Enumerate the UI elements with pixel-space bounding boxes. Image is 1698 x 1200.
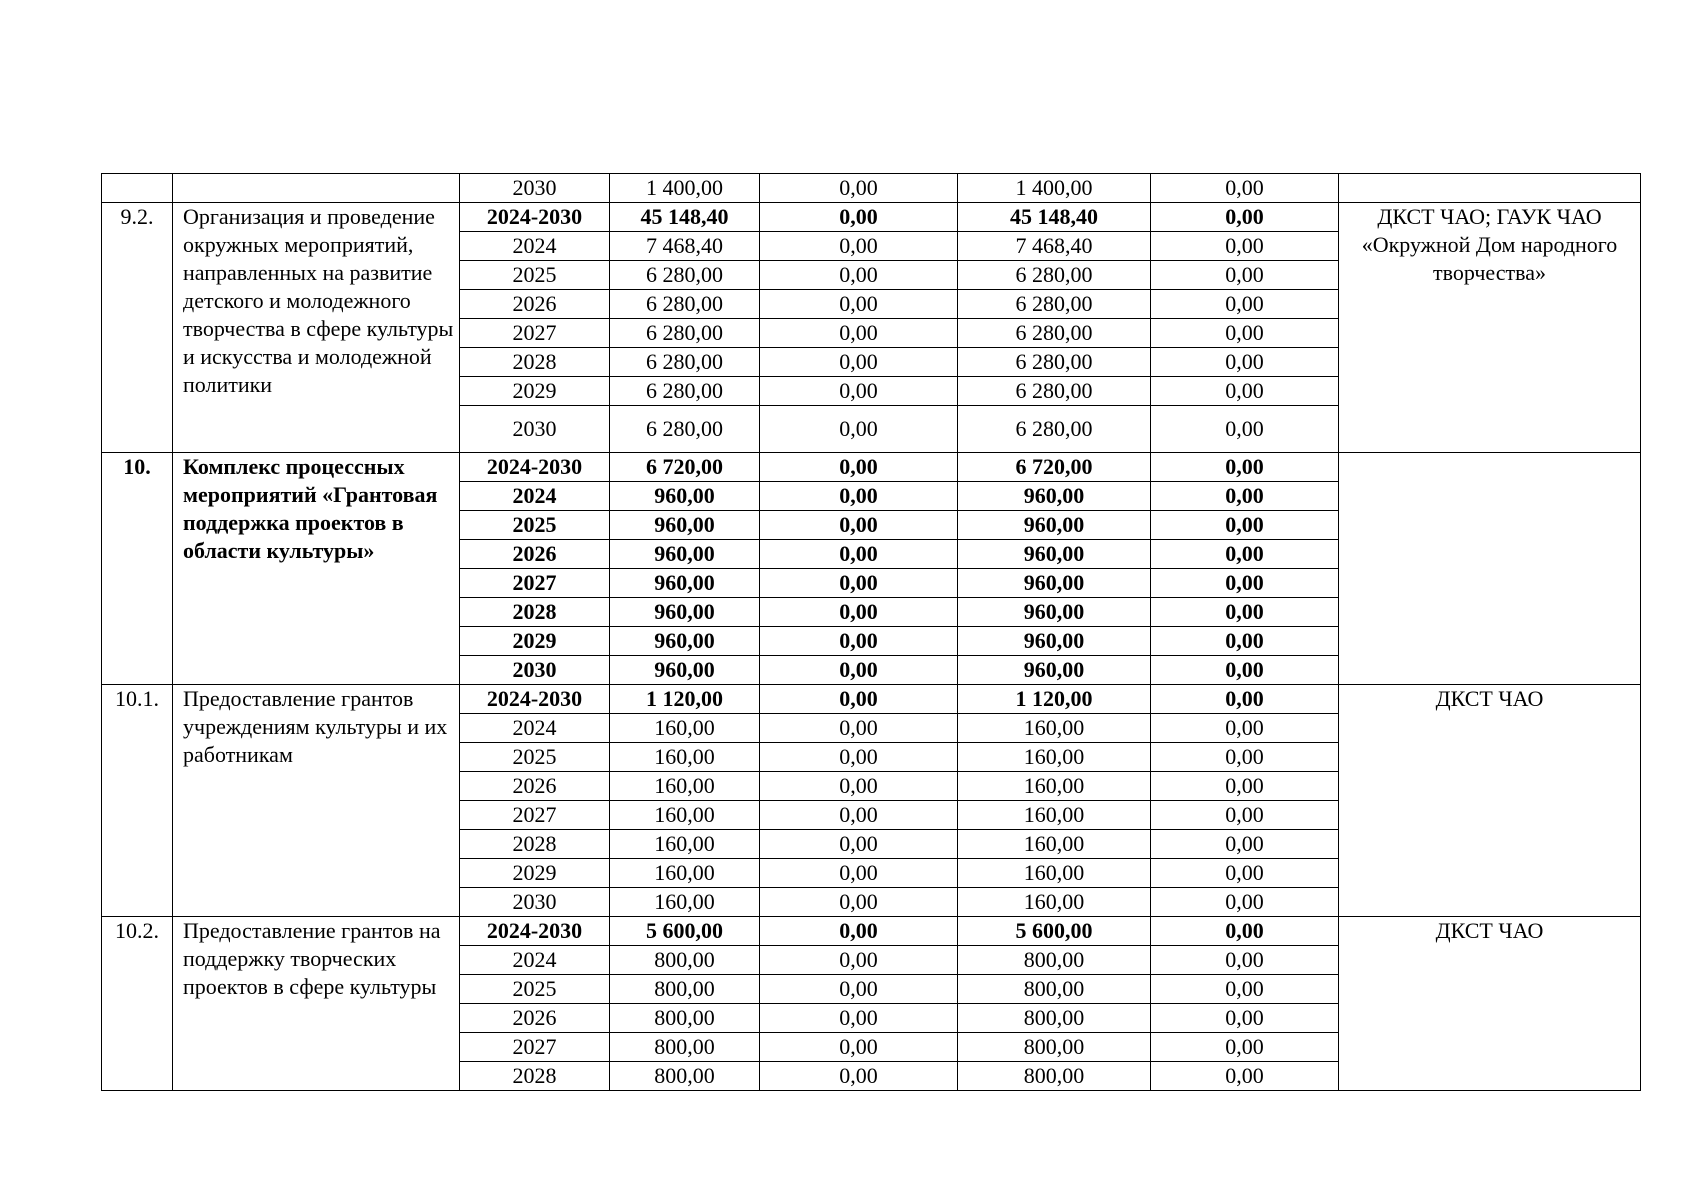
federal-budget-cell: 0,00 [760, 1033, 958, 1062]
total-cell: 6 720,00 [610, 453, 760, 482]
total-cell: 7 468,40 [610, 232, 760, 261]
year-cell: 2024-2030 [460, 453, 610, 482]
executor-cell: ДКСТ ЧАО [1339, 685, 1641, 917]
year-cell: 2025 [460, 511, 610, 540]
year-cell: 2029 [460, 377, 610, 406]
okrug-budget-cell: 800,00 [958, 1033, 1151, 1062]
federal-budget-cell: 0,00 [760, 1062, 958, 1091]
federal-budget-cell: 0,00 [760, 801, 958, 830]
total-cell: 160,00 [610, 888, 760, 917]
year-cell: 2025 [460, 743, 610, 772]
okrug-budget-cell: 960,00 [958, 482, 1151, 511]
other-sources-cell: 0,00 [1151, 453, 1339, 482]
okrug-budget-cell: 1 120,00 [958, 685, 1151, 714]
total-cell: 960,00 [610, 656, 760, 685]
other-sources-cell: 0,00 [1151, 627, 1339, 656]
federal-budget-cell: 0,00 [760, 685, 958, 714]
federal-budget-cell: 0,00 [760, 859, 958, 888]
total-cell: 800,00 [610, 1033, 760, 1062]
federal-budget-cell: 0,00 [760, 569, 958, 598]
other-sources-cell: 0,00 [1151, 1062, 1339, 1091]
item-number-cell [102, 174, 173, 203]
federal-budget-cell: 0,00 [760, 174, 958, 203]
other-sources-cell: 0,00 [1151, 174, 1339, 203]
year-cell: 2026 [460, 1004, 610, 1033]
total-cell: 960,00 [610, 598, 760, 627]
year-cell: 2024 [460, 482, 610, 511]
total-cell: 960,00 [610, 569, 760, 598]
okrug-budget-cell: 160,00 [958, 743, 1151, 772]
other-sources-cell: 0,00 [1151, 685, 1339, 714]
total-cell: 800,00 [610, 975, 760, 1004]
year-cell: 2030 [460, 174, 610, 203]
federal-budget-cell: 0,00 [760, 261, 958, 290]
item-name-cell: Комплекс процессных мероприятий «Грантовая поддержка проектов в области культуры» [173, 453, 460, 685]
item-name-cell: Предоставление грантов на поддержку творческих проектов в сфере культуры [173, 917, 460, 1091]
year-cell: 2030 [460, 406, 610, 453]
total-cell: 6 280,00 [610, 319, 760, 348]
okrug-budget-cell: 800,00 [958, 1004, 1151, 1033]
federal-budget-cell: 0,00 [760, 772, 958, 801]
year-cell: 2028 [460, 1062, 610, 1091]
federal-budget-cell: 0,00 [760, 540, 958, 569]
total-cell: 1 400,00 [610, 174, 760, 203]
federal-budget-cell: 0,00 [760, 888, 958, 917]
executor-cell [1339, 174, 1641, 203]
total-cell: 6 280,00 [610, 406, 760, 453]
other-sources-cell: 0,00 [1151, 1033, 1339, 1062]
okrug-budget-cell: 5 600,00 [958, 917, 1151, 946]
okrug-budget-cell: 6 280,00 [958, 261, 1151, 290]
year-cell: 2026 [460, 540, 610, 569]
other-sources-cell: 0,00 [1151, 830, 1339, 859]
year-cell: 2028 [460, 348, 610, 377]
federal-budget-cell: 0,00 [760, 656, 958, 685]
other-sources-cell: 0,00 [1151, 377, 1339, 406]
other-sources-cell: 0,00 [1151, 569, 1339, 598]
federal-budget-cell: 0,00 [760, 1004, 958, 1033]
okrug-budget-cell: 45 148,40 [958, 203, 1151, 232]
other-sources-cell: 0,00 [1151, 319, 1339, 348]
item-number-cell: 10. [102, 453, 173, 685]
total-cell: 45 148,40 [610, 203, 760, 232]
year-cell: 2030 [460, 656, 610, 685]
okrug-budget-cell: 800,00 [958, 1062, 1151, 1091]
year-cell: 2027 [460, 1033, 610, 1062]
okrug-budget-cell: 160,00 [958, 859, 1151, 888]
okrug-budget-cell: 6 720,00 [958, 453, 1151, 482]
table-row [102, 203, 1641, 232]
other-sources-cell: 0,00 [1151, 656, 1339, 685]
okrug-budget-cell: 6 280,00 [958, 290, 1151, 319]
item-number-cell: 10.1. [102, 685, 173, 917]
other-sources-cell: 0,00 [1151, 859, 1339, 888]
other-sources-cell: 0,00 [1151, 203, 1339, 232]
okrug-budget-cell: 1 400,00 [958, 174, 1151, 203]
year-cell: 2026 [460, 772, 610, 801]
other-sources-cell: 0,00 [1151, 511, 1339, 540]
table-row [102, 174, 1641, 203]
okrug-budget-cell: 7 468,40 [958, 232, 1151, 261]
year-cell: 2027 [460, 319, 610, 348]
federal-budget-cell: 0,00 [760, 511, 958, 540]
federal-budget-cell: 0,00 [760, 319, 958, 348]
federal-budget-cell: 0,00 [760, 348, 958, 377]
total-cell: 160,00 [610, 801, 760, 830]
year-cell: 2028 [460, 598, 610, 627]
item-number-cell: 9.2. [102, 203, 173, 453]
total-cell: 960,00 [610, 627, 760, 656]
okrug-budget-cell: 960,00 [958, 598, 1151, 627]
total-cell: 6 280,00 [610, 348, 760, 377]
year-cell: 2025 [460, 261, 610, 290]
okrug-budget-cell: 160,00 [958, 801, 1151, 830]
total-cell: 5 600,00 [610, 917, 760, 946]
okrug-budget-cell: 6 280,00 [958, 319, 1151, 348]
other-sources-cell: 0,00 [1151, 772, 1339, 801]
federal-budget-cell: 0,00 [760, 203, 958, 232]
executor-cell: ДКСТ ЧАО; ГАУК ЧАО «Окружной Дом народного творчества» [1339, 203, 1641, 453]
year-cell: 2029 [460, 859, 610, 888]
year-cell: 2030 [460, 888, 610, 917]
year-cell: 2024-2030 [460, 203, 610, 232]
executor-cell: ДКСТ ЧАО [1339, 917, 1641, 1091]
okrug-budget-cell: 160,00 [958, 830, 1151, 859]
federal-budget-cell: 0,00 [760, 232, 958, 261]
total-cell: 160,00 [610, 830, 760, 859]
other-sources-cell: 0,00 [1151, 975, 1339, 1004]
year-cell: 2027 [460, 569, 610, 598]
total-cell: 160,00 [610, 743, 760, 772]
other-sources-cell: 0,00 [1151, 406, 1339, 453]
year-cell: 2024 [460, 714, 610, 743]
executor-cell [1339, 453, 1641, 685]
year-cell: 2024-2030 [460, 917, 610, 946]
federal-budget-cell: 0,00 [760, 627, 958, 656]
other-sources-cell: 0,00 [1151, 917, 1339, 946]
federal-budget-cell: 0,00 [760, 406, 958, 453]
total-cell: 6 280,00 [610, 261, 760, 290]
other-sources-cell: 0,00 [1151, 1004, 1339, 1033]
other-sources-cell: 0,00 [1151, 598, 1339, 627]
federal-budget-cell: 0,00 [760, 743, 958, 772]
okrug-budget-cell: 960,00 [958, 511, 1151, 540]
okrug-budget-cell: 6 280,00 [958, 406, 1151, 453]
okrug-budget-cell: 800,00 [958, 946, 1151, 975]
okrug-budget-cell: 160,00 [958, 888, 1151, 917]
okrug-budget-cell: 160,00 [958, 772, 1151, 801]
total-cell: 960,00 [610, 511, 760, 540]
total-cell: 800,00 [610, 1062, 760, 1091]
total-cell: 800,00 [610, 1004, 760, 1033]
other-sources-cell: 0,00 [1151, 290, 1339, 319]
total-cell: 6 280,00 [610, 290, 760, 319]
item-number-cell: 10.2. [102, 917, 173, 1091]
federal-budget-cell: 0,00 [760, 830, 958, 859]
okrug-budget-cell: 6 280,00 [958, 348, 1151, 377]
year-cell: 2024 [460, 946, 610, 975]
year-cell: 2028 [460, 830, 610, 859]
okrug-budget-cell: 800,00 [958, 975, 1151, 1004]
total-cell: 960,00 [610, 482, 760, 511]
total-cell: 160,00 [610, 859, 760, 888]
item-name-cell: Организация и проведение окружных мероприятий, направленных на развитие детского и молодежного творчества в сфере культуры и искусства и молодежной политики [173, 203, 460, 453]
okrug-budget-cell: 160,00 [958, 714, 1151, 743]
other-sources-cell: 0,00 [1151, 232, 1339, 261]
okrug-budget-cell: 960,00 [958, 540, 1151, 569]
federal-budget-cell: 0,00 [760, 946, 958, 975]
total-cell: 1 120,00 [610, 685, 760, 714]
total-cell: 160,00 [610, 714, 760, 743]
other-sources-cell: 0,00 [1151, 888, 1339, 917]
total-cell: 6 280,00 [610, 377, 760, 406]
okrug-budget-cell: 960,00 [958, 656, 1151, 685]
other-sources-cell: 0,00 [1151, 714, 1339, 743]
federal-budget-cell: 0,00 [760, 714, 958, 743]
year-cell: 2024-2030 [460, 685, 610, 714]
federal-budget-cell: 0,00 [760, 453, 958, 482]
table-row [102, 685, 1641, 714]
item-name-cell: Предоставление грантов учреждениям культуры и их работникам [173, 685, 460, 917]
item-name-cell [173, 174, 460, 203]
other-sources-cell: 0,00 [1151, 801, 1339, 830]
total-cell: 800,00 [610, 946, 760, 975]
other-sources-cell: 0,00 [1151, 348, 1339, 377]
federal-budget-cell: 0,00 [760, 598, 958, 627]
year-cell: 2029 [460, 627, 610, 656]
federal-budget-cell: 0,00 [760, 482, 958, 511]
table-row [102, 917, 1641, 946]
other-sources-cell: 0,00 [1151, 743, 1339, 772]
okrug-budget-cell: 6 280,00 [958, 377, 1151, 406]
year-cell: 2026 [460, 290, 610, 319]
other-sources-cell: 0,00 [1151, 261, 1339, 290]
table-row [102, 453, 1641, 482]
federal-budget-cell: 0,00 [760, 975, 958, 1004]
federal-budget-cell: 0,00 [760, 917, 958, 946]
other-sources-cell: 0,00 [1151, 482, 1339, 511]
okrug-budget-cell: 960,00 [958, 569, 1151, 598]
total-cell: 960,00 [610, 540, 760, 569]
year-cell: 2027 [460, 801, 610, 830]
table-body [102, 174, 1641, 1091]
year-cell: 2024 [460, 232, 610, 261]
other-sources-cell: 0,00 [1151, 946, 1339, 975]
other-sources-cell: 0,00 [1151, 540, 1339, 569]
total-cell: 160,00 [610, 772, 760, 801]
federal-budget-cell: 0,00 [760, 377, 958, 406]
financing-table [101, 173, 1641, 1091]
year-cell: 2025 [460, 975, 610, 1004]
okrug-budget-cell: 960,00 [958, 627, 1151, 656]
federal-budget-cell: 0,00 [760, 290, 958, 319]
